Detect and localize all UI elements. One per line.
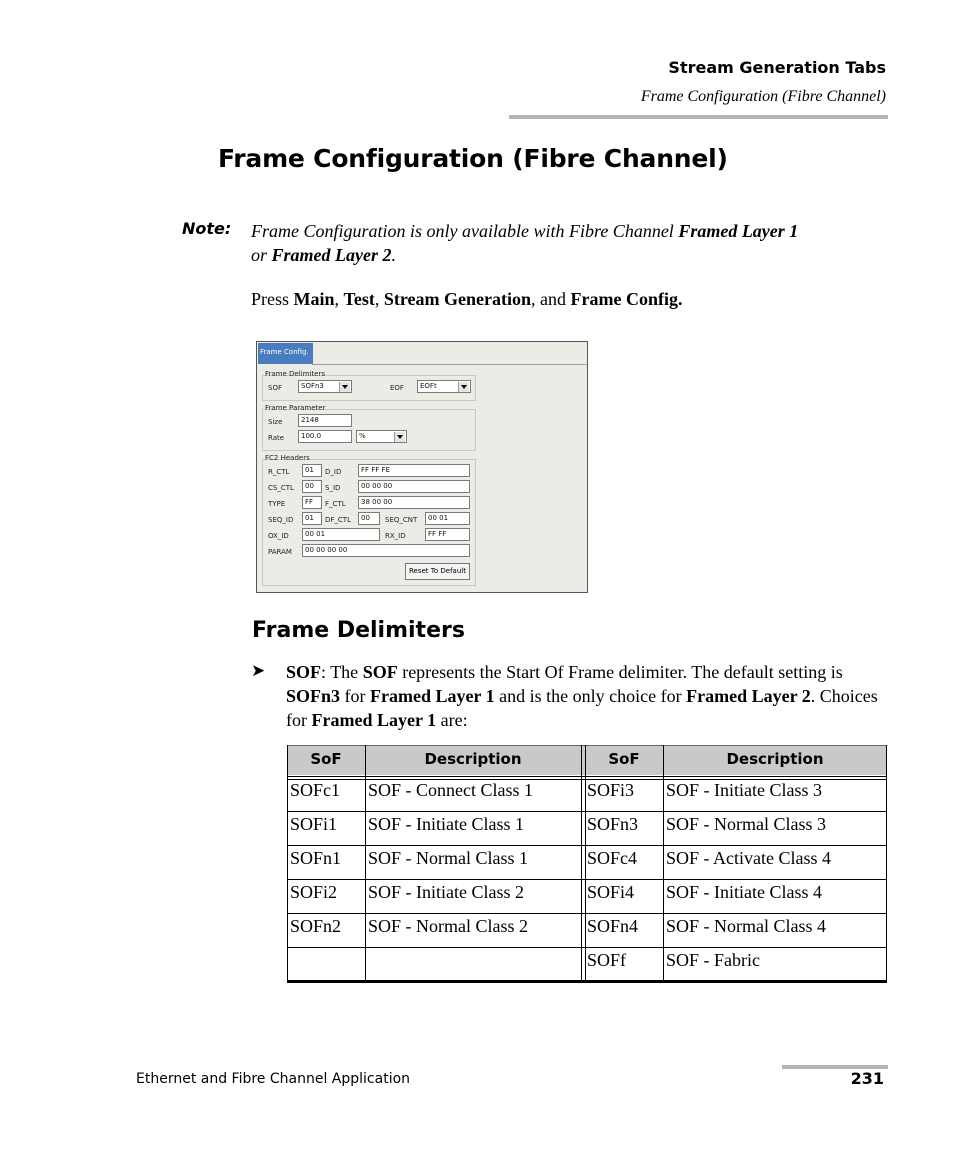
table-rule — [287, 879, 887, 880]
table-cell: SOF - Connect Class 1 — [368, 780, 534, 800]
ox-id-label: OX_ID — [268, 532, 289, 540]
table-cell: SOFi4 — [587, 882, 635, 902]
cs-ctl-label: CS_CTL — [268, 484, 294, 492]
table-cell: SOF - Activate Class 4 — [666, 848, 831, 868]
sof-select[interactable]: SOFn3 — [298, 380, 352, 393]
header-rule — [509, 115, 888, 119]
seq-id-label: SEQ_ID — [268, 516, 294, 524]
sof-label: SOF — [268, 384, 282, 392]
table-rule — [287, 947, 887, 948]
rate-input[interactable]: 100.0 — [298, 430, 352, 443]
chevron-down-icon — [394, 432, 405, 442]
d-id-label: D_ID — [325, 468, 342, 476]
table-cell: SOFc4 — [587, 848, 638, 868]
cs-ctl-input[interactable]: 00 — [302, 480, 322, 493]
table-rule — [581, 745, 582, 983]
table-rule — [287, 811, 887, 812]
rate-label: Rate — [268, 434, 285, 442]
d-id-input[interactable]: FF FF FE — [358, 464, 470, 477]
param-label: PARAM — [268, 548, 292, 556]
fc2-headers-title: FC2 Headers — [265, 454, 310, 462]
table-cell: SOFi1 — [290, 814, 338, 834]
table-rule — [365, 745, 366, 983]
note-label: Note: — [182, 219, 232, 238]
running-header-title: Stream Generation Tabs — [668, 58, 886, 77]
table-rule — [585, 745, 586, 983]
table-rule — [287, 980, 887, 983]
size-label: Size — [268, 418, 283, 426]
r-ctl-input[interactable]: 01 — [302, 464, 322, 477]
table-cell: SOF - Normal Class 4 — [666, 916, 827, 936]
tab-frame-config[interactable]: Frame Config. — [258, 343, 313, 364]
table-cell: SOFc1 — [290, 780, 341, 800]
table-cell: SOF - Initiate Class 4 — [666, 882, 822, 902]
table-rule — [287, 845, 887, 846]
type-input[interactable]: FF — [302, 496, 322, 509]
table-cell: SOF - Initiate Class 1 — [368, 814, 524, 834]
table-cell: SOF - Fabric — [666, 950, 760, 970]
instruction-text: Press Main, Test, Stream Generation, and Frame Config. — [251, 289, 683, 309]
eof-select[interactable]: EOFt — [417, 380, 471, 393]
table-header-cell: Description — [726, 750, 824, 768]
table-cell: SOFn2 — [290, 916, 342, 936]
table-cell: SOFn3 — [587, 814, 639, 834]
chevron-down-icon — [458, 382, 469, 392]
bullet-arrow-icon: ➤ — [251, 661, 266, 681]
seq-id-input[interactable]: 01 — [302, 512, 322, 525]
page-title: Frame Configuration (Fibre Channel) — [218, 144, 728, 173]
table-cell: SOFn4 — [587, 916, 639, 936]
type-label: TYPE — [268, 500, 286, 508]
param-input[interactable]: 00 00 00 00 — [302, 544, 470, 557]
frame-delimiters-title: Frame Delimiters — [265, 370, 325, 378]
table-cell: SOF - Normal Class 2 — [368, 916, 529, 936]
table-cell: SOF - Initiate Class 3 — [666, 780, 822, 800]
table-cell: SOFi3 — [587, 780, 635, 800]
chevron-down-icon — [339, 382, 350, 392]
note-text: Frame Configuration is only available with Fibre Channel Framed Layer 1 or Framed Layer 2. — [251, 221, 799, 265]
footer-document-title: Ethernet and Fibre Channel Application — [136, 1071, 411, 1087]
rx-id-label: RX_ID — [385, 532, 406, 540]
table-cell: SOF - Normal Class 3 — [666, 814, 827, 834]
table-rule — [886, 745, 887, 983]
eof-label: EOF — [390, 384, 404, 392]
section-heading: Frame Delimiters — [252, 618, 465, 643]
sof-table — [287, 745, 887, 983]
s-id-label: S_ID — [325, 484, 341, 492]
table-cell: SOFn1 — [290, 848, 342, 868]
table-header-cell: Description — [424, 750, 522, 768]
df-ctl-label: DF_CTL — [325, 516, 351, 524]
table-rule — [287, 913, 887, 914]
table-cell: SOFf — [587, 950, 627, 970]
f-ctl-input[interactable]: 38 00 00 — [358, 496, 470, 509]
r-ctl-label: R_CTL — [268, 468, 290, 476]
rx-id-input[interactable]: FF FF — [425, 528, 470, 541]
table-cell: SOF - Normal Class 1 — [368, 848, 529, 868]
seq-cnt-label: SEQ_CNT — [385, 516, 418, 524]
reset-to-default-button[interactable]: Reset To Default — [405, 563, 470, 580]
bullet-text: SOF: The SOF represents the Start Of Frame delimiter. The default setting is SOFn3 for Framed Layer 1 and is the only choice for Framed Layer 2. Choices for Framed Layer 1 are: — [286, 662, 878, 730]
df-ctl-input[interactable]: 00 — [358, 512, 380, 525]
table-rule — [287, 745, 288, 983]
frame-config-screenshot — [256, 341, 588, 593]
size-input[interactable]: 2148 — [298, 414, 352, 427]
rate-unit-select[interactable]: % — [356, 430, 407, 443]
running-header-subtitle: Frame Configuration (Fibre Channel) — [640, 88, 886, 105]
ox-id-input[interactable]: 00 01 — [302, 528, 380, 541]
seq-cnt-input[interactable]: 00 01 — [425, 512, 470, 525]
table-rule — [663, 745, 664, 983]
table-header-cell: SoF — [310, 750, 342, 768]
s-id-input[interactable]: 00 00 00 — [358, 480, 470, 493]
table-header-cell: SoF — [608, 750, 640, 768]
table-cell: SOF - Initiate Class 2 — [368, 882, 524, 902]
f-ctl-label: F_CTL — [325, 500, 346, 508]
table-rule — [287, 776, 887, 777]
tab-divider — [312, 364, 587, 365]
page-number: 231 — [850, 1069, 884, 1088]
table-cell: SOFi2 — [290, 882, 338, 902]
frame-parameter-title: Frame Parameter — [265, 404, 326, 412]
